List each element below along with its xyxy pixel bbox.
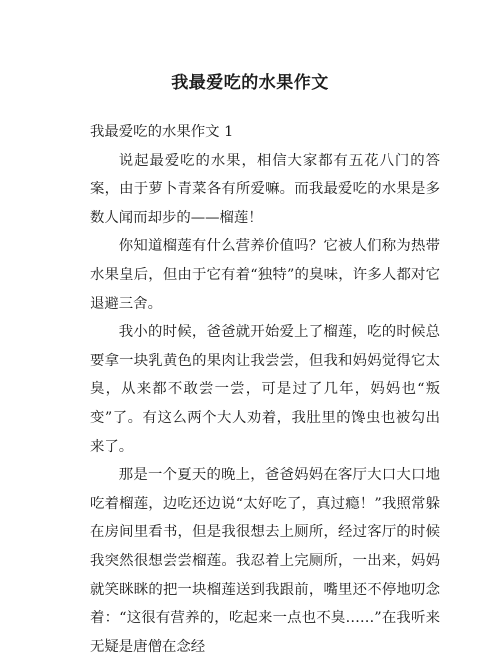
paragraph-2: 你知道榴莲有什么营养价值吗？它被人们称为热带水果皇后，但由于它有着“独特”的臭味，许多人都对它退避三舍。 <box>90 238 440 312</box>
paragraph-1: 说起最爱吃的水果，相信大家都有五花八门的答案，由于萝卜青菜各有所爱嘛。而我最爱吃的水果是多数人闻而却步的——榴莲！ <box>90 152 440 226</box>
paragraph-4: 那是一个夏天的晚上，爸爸妈妈在客厅大口大口地吃着榴莲，边吃还边说“太好吃了，真过瘾！”我照常躲在房间里看书，但是我很想去上厕所，经过客厅的时候我突然很想尝尝榴莲。我忍着上完厕所，一出来，妈妈就笑眯眯的把一块榴莲送到我跟前，嘴里还不停地叨念着：“这很有营养的，吃起来一点也不臭……”在我听来无疑是唐僧在念经 <box>90 467 440 655</box>
document-title: 我最爱吃的水果作文 <box>171 73 329 93</box>
document-body <box>90 118 440 661</box>
paragraph-3: 我小的时候，爸爸就开始爱上了榴莲，吃的时候总要拿一块乳黄色的果肉让我尝尝，但我和妈妈觉得它太臭，从来都不敢尝一尝，可是过了几年，妈妈也“叛变”了。有这么两个大人劝着，我肚里的馋虫也被勾出来了。 <box>90 324 440 455</box>
essay-subtitle: 我最爱吃的水果作文 1 <box>90 124 234 140</box>
